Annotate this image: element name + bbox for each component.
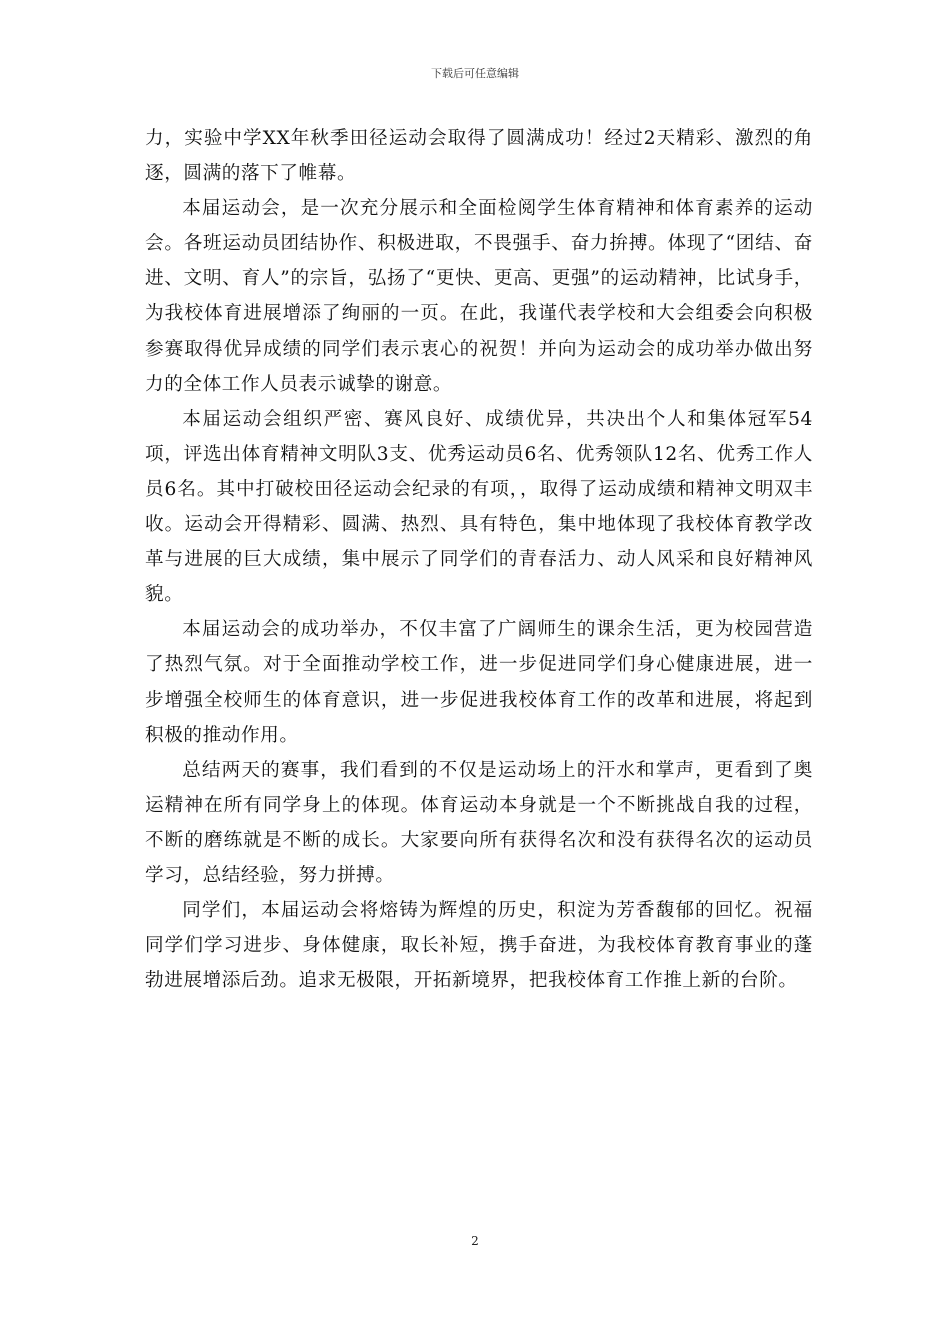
paragraph: 本届运动会的成功举办，不仅丰富了广阔师生的课余生活，更为校园营造了热烈气氛。对于全面推动学校工作，进一步促进同学们身心健康进展，进一步增强全校师生的体育意识，进一步促进我校体育工作的改革和进展，将起到积极的推动作用。 bbox=[145, 619, 813, 746]
paragraph: 本届运动会，是一次充分展示和全面检阅学生体育精神和体育素养的运动会。各班运动员团结协作、积极进取，不畏强手、奋力拚搏。体现了“团结、奋进、文明、育人”的宗旨，弘扬了“更快、更高、更强”的运动精神，比试身手，为我校体育进展增添了绚丽的一页。在此，我谨代表学校和大会组委会向积极参赛取得优异成绩的同学们表示衷心的祝贺！并向为运动会的成功举办做出努力的全体工作人员表示诚挚的谢意。 bbox=[145, 198, 813, 395]
paragraph-continuation: 力，实验中学XX年秋季田径运动会取得了圆满成功！经过2天精彩、激烈的角逐，圆满的落下了帷幕。 bbox=[145, 128, 813, 185]
paragraph: 总结两天的赛事，我们看到的不仅是运动场上的汗水和掌声，更看到了奥运精神在所有同学身上的体现。体育运动本身就是一个不断挑战自我的过程，不断的磨练就是不断的成长。大家要向所有获得名次和没有获得名次的运动员学习，总结经验，努力拼搏。 bbox=[145, 759, 813, 886]
paragraph: 同学们，本届运动会将熔铸为辉煌的历史，积淀为芳香馥郁的回忆。祝福同学们学习进步、身体健康，取长补短，携手奋进，为我校体育教育事业的蓬勃进展增添后劲。追求无极限，开拓新境界，把我校体育工作推上新的台阶。 bbox=[145, 900, 813, 992]
document-body bbox=[145, 121, 813, 998]
page-header: 下载后可任意编辑 bbox=[431, 67, 519, 80]
page-number: 2 bbox=[471, 1234, 479, 1248]
paragraph: 本届运动会组织严密、赛风良好、成绩优异，共决出个人和集体冠军54项，评选出体育精神文明队3支、优秀运动员6名、优秀领队12名、优秀工作人员6名。其中打破校田径运动会纪录的有项，，取得了运动成绩和精神文明双丰收。运动会开得精彩、圆满、热烈、具有特色，集中地体现了我校体育教学改革与进展的巨大成绩，集中展示了同学们的青春活力、动人风采和良好精神风貌。 bbox=[145, 408, 813, 606]
